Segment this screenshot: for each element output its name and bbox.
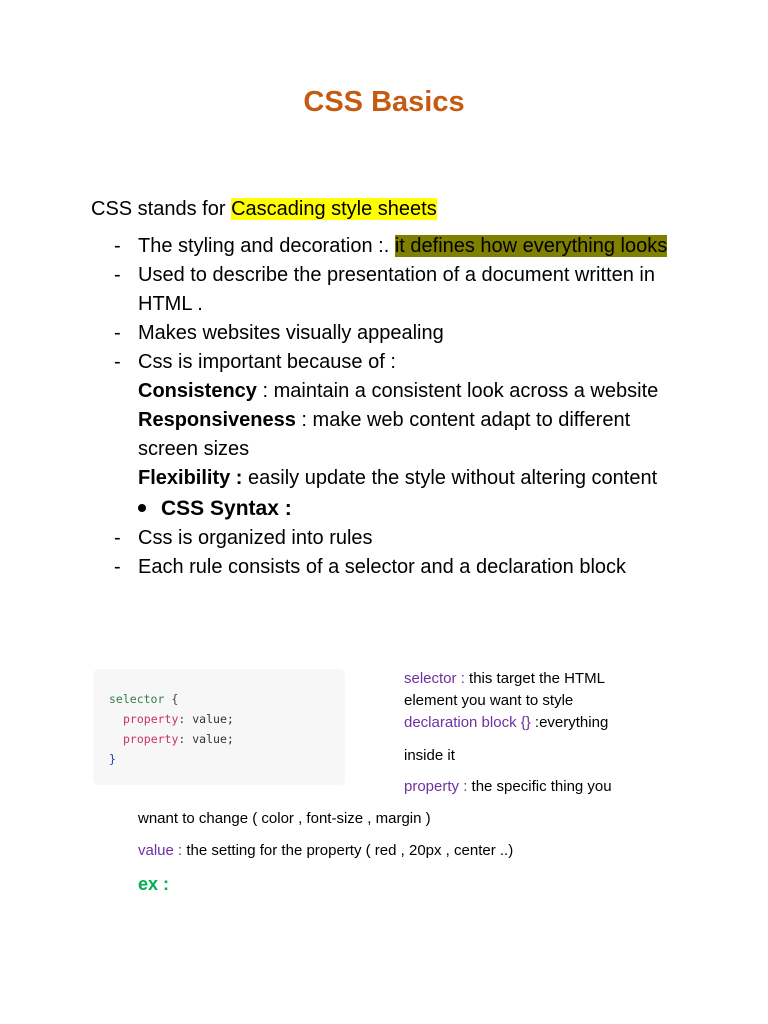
- list-item: [0, 232, 768, 261]
- code-property: property: [123, 732, 179, 746]
- code-value: value;: [192, 732, 234, 746]
- code-open-brace: {: [164, 692, 179, 706]
- property-text: the specific thing you: [471, 778, 612, 795]
- list-item: [0, 348, 768, 377]
- selector-note: [404, 668, 654, 734]
- list-item: [0, 319, 768, 348]
- item2-text: Used to describe the presentation of a document written in HTML .: [138, 264, 655, 315]
- responsiveness-label: Responsiveness: [138, 409, 296, 431]
- list-item: [0, 261, 768, 319]
- property-note-continued: wnant to change ( color , font-size , margin ): [138, 810, 431, 827]
- selector-text: this target the HTML element you want to style: [404, 670, 605, 709]
- dash-marker: -: [114, 351, 121, 373]
- code-close-brace: }: [109, 752, 116, 766]
- selector-label: selector :: [404, 670, 470, 687]
- value-note: [138, 840, 513, 862]
- intro-highlight: Cascading style sheets: [231, 198, 437, 220]
- item6-text: Each rule consists of a selector and a declaration block: [138, 556, 627, 578]
- declaration-continued: inside it: [404, 747, 455, 764]
- item5-text: Css is organized into rules: [138, 527, 373, 549]
- item1-highlight: it defines how everything looks: [394, 235, 668, 257]
- syntax-heading-item: [0, 493, 768, 524]
- declaration-text: :everything: [534, 714, 609, 731]
- property-note: [404, 776, 612, 798]
- item1-prefix: The styling and decoration :.: [138, 235, 395, 257]
- code-line-selector: [109, 689, 345, 709]
- item4-text: Css is important because of :: [138, 351, 396, 373]
- declaration-label: declaration block {}: [404, 714, 535, 731]
- consistency-line: [0, 377, 768, 406]
- flexibility-text: easily update the style without altering content: [242, 467, 658, 489]
- consistency-text: : maintain a consistent look across a website: [256, 380, 659, 402]
- code-line-property: [109, 709, 345, 729]
- dash-marker: -: [114, 556, 121, 578]
- consistency-label: Consistency: [138, 380, 257, 402]
- main-list: [0, 232, 768, 582]
- code-value: value;: [192, 712, 234, 726]
- code-snippet: [93, 669, 345, 785]
- code-colon: :: [178, 712, 193, 726]
- page-title: CSS Basics: [303, 86, 465, 118]
- responsiveness-text: : make web content adapt to different screen sizes: [138, 409, 631, 460]
- syntax-heading: CSS Syntax :: [161, 497, 292, 520]
- list-item: [0, 553, 768, 582]
- code-colon: :: [178, 732, 193, 746]
- dash-marker: -: [114, 322, 121, 344]
- list-item: [0, 524, 768, 553]
- property-label: property :: [404, 778, 472, 795]
- code-property: property: [123, 712, 179, 726]
- flexibility-label: Flexibility :: [138, 467, 243, 489]
- value-text: the setting for the property ( red , 20px , center ..): [186, 842, 514, 859]
- intro-line: [91, 196, 437, 222]
- dash-marker: -: [114, 527, 121, 549]
- dash-marker: -: [114, 264, 121, 286]
- bullet-dot-icon: [138, 504, 146, 512]
- example-label: ex :: [138, 874, 170, 894]
- flexibility-line: [0, 464, 768, 493]
- code-line-property: [109, 729, 345, 749]
- responsiveness-line: [0, 406, 768, 464]
- item3-text: Makes websites visually appealing: [138, 322, 444, 344]
- code-selector: selector: [109, 692, 165, 706]
- dash-marker: -: [114, 235, 121, 257]
- intro-prefix: CSS stands for: [91, 198, 232, 220]
- value-label: value :: [138, 842, 187, 859]
